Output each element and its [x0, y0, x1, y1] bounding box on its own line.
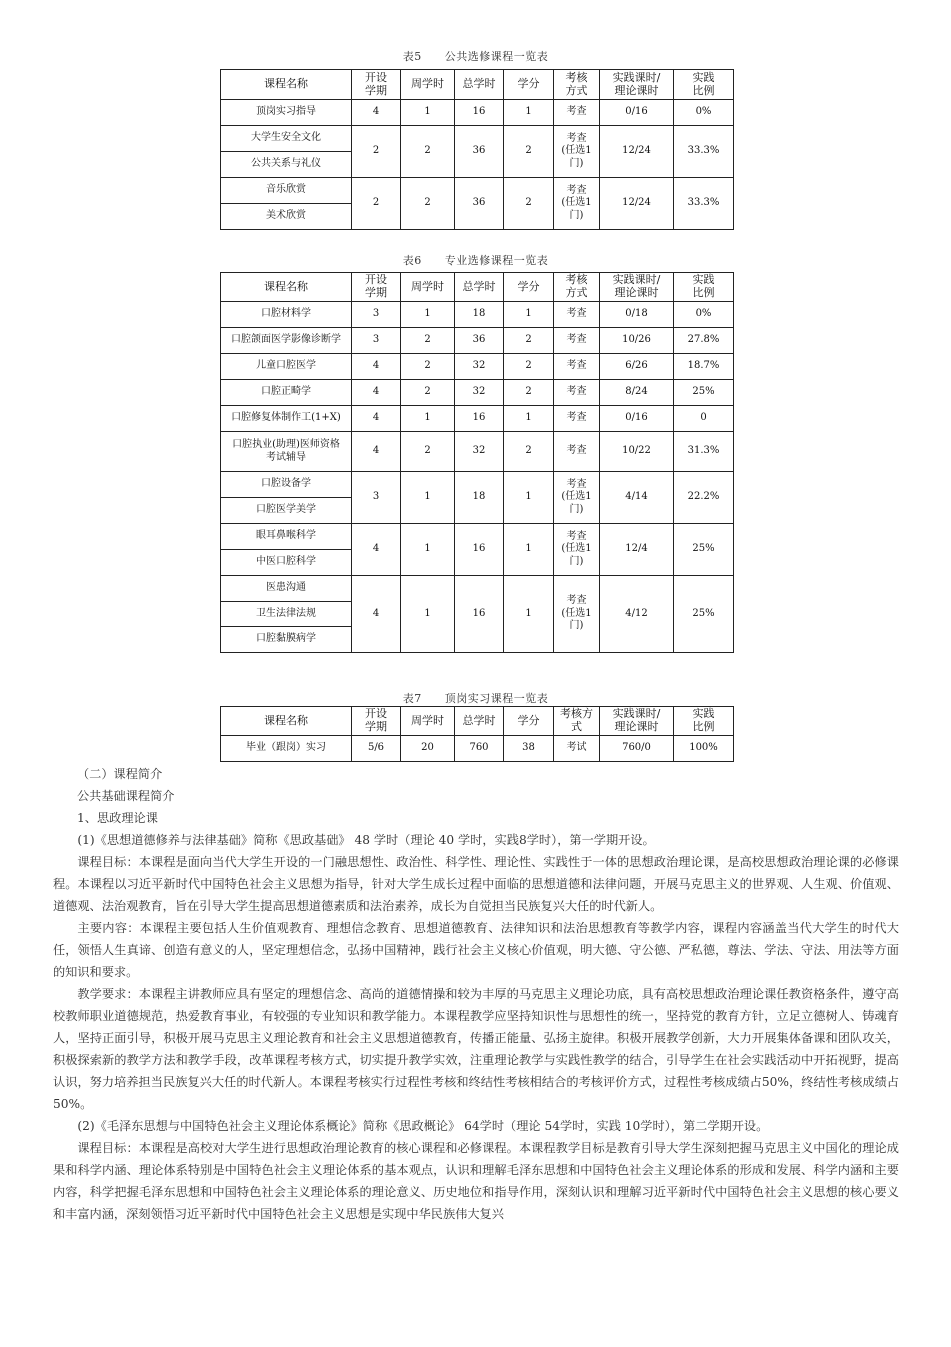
total-hours-cell: 32 — [455, 380, 504, 406]
ratio-cell: 0% — [674, 302, 734, 328]
header-semester: 开设 学期 — [352, 273, 401, 302]
course1-content: 主要内容：本课程主要包括人生价值观教育、理想信念教育、思想道德教育、法律知识和法治思想教育等教学内容，课程内容涵盖当代大学生的时代大任，领悟人生真谛、创造有意义的人，坚定理想信念，弘扬中国精神，践行社会主义核心价值观，明大德、守公德、严私德，尊法、学法、守法、用法等方面的知识和要求。 — [53, 921, 899, 979]
assessment-cell: 考查 — [554, 432, 600, 472]
header-credit: 学分 — [504, 70, 554, 100]
weekly-hours-cell: 1 — [401, 100, 455, 126]
weekly-hours-cell: 1 — [401, 302, 455, 328]
ratio-cell: 25% — [674, 576, 734, 653]
weekly-hours-cell: 2 — [401, 178, 455, 230]
table6 — [220, 272, 734, 653]
weekly-hours-cell: 2 — [401, 380, 455, 406]
total-hours-cell: 36 — [455, 178, 504, 230]
course-name-cell: 顶岗实习指导 — [221, 100, 352, 126]
semester-cell: 4 — [352, 380, 401, 406]
header-semester: 开设 学期 — [352, 70, 401, 100]
course2-goal: 课程目标：本课程是高校对大学生进行思想政治理论教育的核心课程和必修课程。本课程教学目标是教育引导大学生深刻把握马克思主义中国化的理论成果和科学内涵、理论体系特别是中国特色社会主义理论体系的基本观点，认识和理解毛泽东思想和中国特色社会主义理论体系的形成和发展、科学内涵和主要内容，科学把握毛泽东思想和中国特色社会主义理论体系的理论意义、历史地位和指导作用，深刻认识和理解习近平新时代中国特色社会主义思想的核心要义和丰富内涵，深刻领悟习近平新时代中国特色社会主义思想是实现中华民族伟大复兴 — [53, 1141, 899, 1221]
table7-caption: 表7 顶岗实习课程一览表 — [402, 692, 549, 705]
total-hours-cell: 16 — [455, 576, 504, 653]
hours-cell: 4/12 — [600, 576, 674, 653]
assessment-cell: 考试 — [554, 736, 600, 762]
semester-cell: 4 — [352, 524, 401, 576]
assessment-cell: 考查 (任选1 门) — [554, 178, 600, 230]
credit-cell: 1 — [504, 406, 554, 432]
assessment-cell: 考查 — [554, 302, 600, 328]
weekly-hours-cell: 2 — [401, 126, 455, 178]
weekly-hours-cell: 1 — [401, 406, 455, 432]
course-name-cell: 口腔黏膜病学 — [221, 627, 352, 653]
assessment-cell: 考查 — [554, 354, 600, 380]
header-weekly-hours: 周学时 — [401, 70, 455, 100]
semester-cell: 4 — [352, 100, 401, 126]
hours-cell: 10/22 — [600, 432, 674, 472]
table-row — [221, 100, 734, 126]
assessment-cell: 考查 — [554, 100, 600, 126]
ratio-cell: 0% — [674, 100, 734, 126]
header-practice-ratio: 实践 比例 — [674, 273, 734, 302]
hours-cell: 6/26 — [600, 354, 674, 380]
total-hours-cell: 18 — [455, 472, 504, 524]
header-weekly-hours: 周学时 — [401, 707, 455, 736]
course1-goal: 课程目标：本课程是面向当代大学生开设的一门融思想性、政治性、科学性、理论性、实践性于一体的思想政治理论课，是高校思想政治理论课的必修课程。本课程以习近平新时代中国特色社会主义思想为指导，针对大学生成长过程中面临的思想道德和法律问题，开展马克思主义的世界观、人生观、价值观、道德观、法治观教育，旨在引导大学生提高思想道德素质和法治素养，成长为自觉担当民族复兴大任的时代新人。 — [53, 855, 899, 913]
ratio-cell: 100% — [674, 736, 734, 762]
assessment-cell: 考查 — [554, 406, 600, 432]
total-hours-cell: 32 — [455, 432, 504, 472]
subsection-heading: 公共基础课程简介 — [77, 789, 175, 803]
header-practice-theory-hours: 实践课时/ 理论课时 — [600, 273, 674, 302]
ratio-cell: 31.3% — [674, 432, 734, 472]
course-name-cell: 音乐欣赏 — [221, 178, 352, 204]
hours-cell: 12/24 — [600, 126, 674, 178]
course2-title: (2)《毛泽东思想与中国特色社会主义理论体系概论》简称《思政概论》 64学时（理论 54学时，实践 10学时），第二学期开设。 — [77, 1119, 769, 1133]
semester-cell: 3 — [352, 472, 401, 524]
hours-cell: 4/14 — [600, 472, 674, 524]
hours-cell: 760/0 — [600, 736, 674, 762]
semester-cell: 3 — [352, 302, 401, 328]
credit-cell: 2 — [504, 354, 554, 380]
header-credit: 学分 — [504, 273, 554, 302]
total-hours-cell: 36 — [455, 328, 504, 354]
credit-cell: 2 — [504, 126, 554, 178]
weekly-hours-cell: 20 — [401, 736, 455, 762]
table-row — [221, 354, 734, 380]
table-row — [221, 472, 734, 498]
header-total-hours: 总学时 — [455, 70, 504, 100]
assessment-cell: 考查 (任选1 门) — [554, 126, 600, 178]
assessment-cell: 考查 — [554, 380, 600, 406]
hours-cell: 12/24 — [600, 178, 674, 230]
credit-cell: 1 — [504, 472, 554, 524]
table-row — [221, 178, 734, 204]
header-practice-ratio: 实践 比例 — [674, 707, 734, 736]
table-row — [221, 736, 734, 762]
semester-cell: 4 — [352, 432, 401, 472]
hours-cell: 10/26 — [600, 328, 674, 354]
total-hours-cell: 18 — [455, 302, 504, 328]
credit-cell: 2 — [504, 432, 554, 472]
semester-cell: 5/6 — [352, 736, 401, 762]
table-row — [221, 524, 734, 550]
subsection-heading-ideology: 1、思政理论课 — [77, 811, 158, 825]
course-name-cell: 美术欣赏 — [221, 204, 352, 230]
table-row — [221, 432, 734, 472]
weekly-hours-cell: 1 — [401, 576, 455, 653]
course-name-cell: 卫生法律法规 — [221, 601, 352, 627]
header-assessment: 考核 方式 — [554, 273, 600, 302]
total-hours-cell: 16 — [455, 524, 504, 576]
header-total-hours: 总学时 — [455, 707, 504, 736]
course-name-cell: 儿童口腔医学 — [221, 354, 352, 380]
total-hours-cell: 760 — [455, 736, 504, 762]
table-row — [221, 380, 734, 406]
course-name-cell: 毕业（跟岗）实习 — [221, 736, 352, 762]
course-name-cell: 口腔医学美学 — [221, 498, 352, 524]
header-semester: 开设 学期 — [352, 707, 401, 736]
hours-cell: 0/16 — [600, 406, 674, 432]
credit-cell: 1 — [504, 100, 554, 126]
header-practice-theory-hours: 实践课时/ 理论课时 — [600, 70, 674, 100]
table-row — [221, 406, 734, 432]
table-row — [221, 126, 734, 152]
hours-cell: 8/24 — [600, 380, 674, 406]
header-credit: 学分 — [504, 707, 554, 736]
total-hours-cell: 36 — [455, 126, 504, 178]
ratio-cell: 27.8% — [674, 328, 734, 354]
course-name-cell: 公共关系与礼仪 — [221, 152, 352, 178]
course-name-cell: 医患沟通 — [221, 576, 352, 602]
ratio-cell: 25% — [674, 380, 734, 406]
table-row — [221, 328, 734, 354]
header-practice-ratio: 实践 比例 — [674, 70, 734, 100]
course1-title: (1)《思想道德修养与法律基础》简称《思政基础》 48 学时（理论 40 学时，实践8学时），第一学期开设。 — [77, 833, 655, 847]
total-hours-cell: 16 — [455, 406, 504, 432]
credit-cell: 1 — [504, 524, 554, 576]
table7 — [220, 706, 734, 762]
weekly-hours-cell: 2 — [401, 328, 455, 354]
header-assessment: 考核方 式 — [554, 707, 600, 736]
ratio-cell: 33.3% — [674, 126, 734, 178]
course-name-cell: 口腔设备学 — [221, 472, 352, 498]
semester-cell: 4 — [352, 406, 401, 432]
ratio-cell: 25% — [674, 524, 734, 576]
course-name-cell: 口腔材料学 — [221, 302, 352, 328]
assessment-cell: 考查 — [554, 328, 600, 354]
credit-cell: 2 — [504, 380, 554, 406]
ratio-cell: 22.2% — [674, 472, 734, 524]
semester-cell: 4 — [352, 354, 401, 380]
course1-requirements: 教学要求：本课程主讲教师应具有坚定的理想信念、高尚的道德情操和较为丰厚的马克思主义理论功底，具有高校思想政治理论课任教资格条件，遵守高校教师职业道德规范，热爱教育事业，有较强的专业知识和教学能力。本课程教学应坚持知识性与思想性的统一，坚持党的教育方针，立足立德树人、铸魂育人，坚持正面引导，积极开展马克思主义理论教育和社会主义思想道德教育，传播正能量、弘扬主旋律。积极开展教学创新，大力开展集体备课和团队攻关，积极探索新的教学方法和教学手段，改革课程考核方式，切实提升教学实效，注重理论教学与实践性教学的结合，引导学生在社会实践活动中开拓视野，提高认识，努力培养担当民族复兴大任的时代新人。本课程考核实行过程性考核和终结性考核相结合的考核评价方式，过程性考核成绩占50%，终结性考核成绩占50%。 — [53, 987, 899, 1111]
header-course-name: 课程名称 — [221, 70, 352, 100]
course-name-cell: 口腔颌面医学影像诊断学 — [221, 328, 352, 354]
weekly-hours-cell: 2 — [401, 432, 455, 472]
credit-cell: 1 — [504, 302, 554, 328]
header-weekly-hours: 周学时 — [401, 273, 455, 302]
course-name-cell: 大学生安全文化 — [221, 126, 352, 152]
table6-caption: 表6 专业选修课程一览表 — [402, 254, 549, 267]
semester-cell: 2 — [352, 178, 401, 230]
semester-cell: 4 — [352, 576, 401, 653]
ratio-cell: 33.3% — [674, 178, 734, 230]
assessment-cell: 考查 (任选1 门) — [554, 524, 600, 576]
header-practice-theory-hours: 实践课时/ 理论课时 — [600, 707, 674, 736]
header-course-name: 课程名称 — [221, 273, 352, 302]
total-hours-cell: 16 — [455, 100, 504, 126]
course-name-cell: 口腔修复体制作工(1+X) — [221, 406, 352, 432]
weekly-hours-cell: 2 — [401, 354, 455, 380]
header-total-hours: 总学时 — [455, 273, 504, 302]
table5 — [220, 69, 734, 230]
semester-cell: 2 — [352, 126, 401, 178]
total-hours-cell: 32 — [455, 354, 504, 380]
table-row — [221, 576, 734, 602]
credit-cell: 2 — [504, 328, 554, 354]
hours-cell: 0/16 — [600, 100, 674, 126]
course-introduction — [53, 763, 899, 1225]
course-name-cell: 眼耳鼻喉科学 — [221, 524, 352, 550]
hours-cell: 12/4 — [600, 524, 674, 576]
credit-cell: 2 — [504, 178, 554, 230]
credit-cell: 1 — [504, 576, 554, 653]
semester-cell: 3 — [352, 328, 401, 354]
header-assessment: 考核 方式 — [554, 70, 600, 100]
hours-cell: 0/18 — [600, 302, 674, 328]
assessment-cell: 考查 (任选1 门) — [554, 576, 600, 653]
course-name-cell: 口腔执业(助理)医师资格 考试辅导 — [221, 432, 352, 472]
credit-cell: 38 — [504, 736, 554, 762]
header-course-name: 课程名称 — [221, 707, 352, 736]
course-name-cell: 口腔正畸学 — [221, 380, 352, 406]
section-heading: （二）课程简介 — [77, 767, 163, 781]
assessment-cell: 考查 (任选1 门) — [554, 472, 600, 524]
weekly-hours-cell: 1 — [401, 524, 455, 576]
weekly-hours-cell: 1 — [401, 472, 455, 524]
ratio-cell: 18.7% — [674, 354, 734, 380]
table-row — [221, 302, 734, 328]
course-name-cell: 中医口腔科学 — [221, 550, 352, 576]
table5-caption: 表5 公共选修课程一览表 — [402, 50, 549, 63]
ratio-cell: 0 — [674, 406, 734, 432]
